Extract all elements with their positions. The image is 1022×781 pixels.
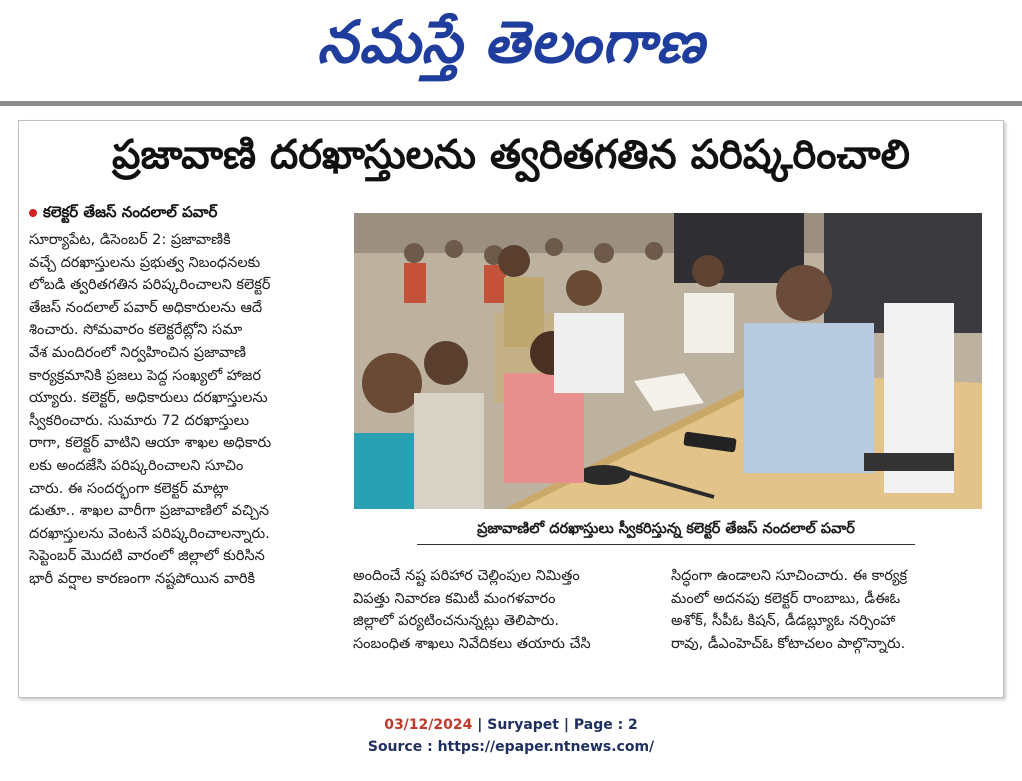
footer-source-label: Source :: [367, 739, 433, 755]
footer: [0, 714, 1022, 758]
newspaper-logo: నమస్తే తెలంగాణ: [317, 8, 705, 76]
footer-separator: |: [477, 717, 483, 733]
footer-line-2: [0, 736, 1022, 758]
byline-text: కలెక్టర్ తేజస్ నందలాల్ పవార్: [43, 203, 218, 221]
article-column-2: అందించే నష్ట పరిహార చెల్లింపుల నిమిత్తం విపత్తు నివారణ కమిటీ మంగళవారం జిల్లాలో పర్యటించనున్నట్లు తెలిపారు. సంబంధిత శాఖలు నివేదికలు తయారు చేసి: [353, 568, 591, 652]
footer-source-link[interactable]: https://epaper.ntnews.com/: [437, 739, 655, 755]
photo-caption: ప్రజావాణిలో దరఖాస్తులు స్వీకరిస్తున్న కలెక్టర్ తేజస్ నందలాల్ పవార్: [417, 521, 915, 545]
footer-line-1: [0, 714, 1022, 736]
article-headline: ప్రజావాణి దరఖాస్తులను త్వరితగతిన పరిష్కరించాలి: [112, 132, 910, 178]
footer-separator-2: |: [563, 717, 569, 733]
article-byline: [29, 203, 217, 225]
footer-date: 03/12/2024: [384, 717, 473, 733]
footer-edition: Suryapet: [487, 717, 559, 733]
bullet-icon: [29, 209, 37, 217]
article-photo: [354, 213, 982, 509]
masthead-divider: [0, 101, 1022, 106]
footer-page: Page : 2: [573, 717, 638, 733]
article-clipping: [18, 120, 1004, 698]
masthead: [0, 0, 1022, 100]
article-column-1: సూర్యాపేట, డిసెంబర్ 2: ప్రజావాణికి వచ్చే దరఖాస్తులను ప్రభుత్వ నిబంధనలకు లోబడి త్వరితగతిన పరిష్కరించాలని కలెక్టర్ తేజస్ నందలాల్ పవార్ అధికారులను ఆదే శించారు. సోమవారం కలెక్టరేట్లోని సమా వేశ మందిరంలో నిర్వహించిన ప్రజావాణి కార్యక్రమానికి ప్రజలు పెద్ద సంఖ్యలో హాజర య్యారు. కలెక్టర్, అధికారులు దరఖాస్తులను స్వీకరించారు. సుమారు 72 దరఖాస్తులు రాగా, కలెక్టర్ వాటిని ఆయా శాఖల అధికారు లకు అందజేసి పరిష్కరించాలని సూచిం చారు. ఈ సందర్భంగా కలెక్టర్ మాట్లా డుతూ.. శాఖల వారీగా ప్రజావాణిలో వచ్చిన దరఖాస్తులను వెంటనే పరిష్కరించాలన్నారు. సెప్టెంబర్ మొదటి వారంలో జిల్లాలో కురిసిన భారీ వర్షాల కారణంగా నష్టపోయిన వారికి: [29, 232, 272, 587]
photo-illustration: [354, 213, 982, 509]
article-column-3: సిద్ధంగా ఉండాలని సూచించారు. ఈ కార్యక్ర మంలో అదనపు కలెక్టర్ రాంబాబు, డీఈఓ అశోక్, సీపీఓ కిషన్, డీడబ్ల్యూఓ నర్సింహా రావు, డీఎంహెచ్ఓ కోటాచలం పాల్గొన్నారు.: [671, 568, 908, 652]
